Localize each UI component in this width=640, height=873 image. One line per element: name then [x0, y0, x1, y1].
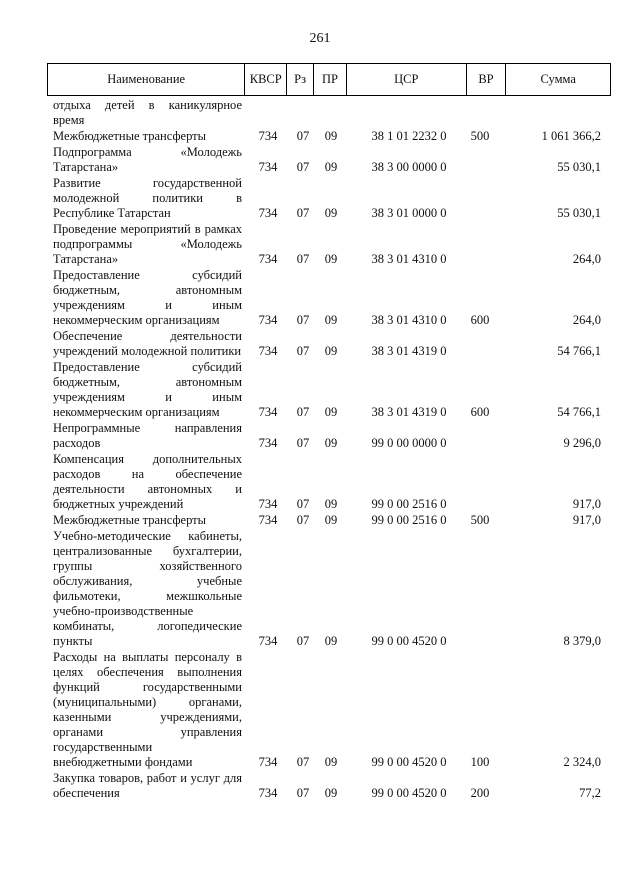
table-body: [53, 98, 605, 802]
row-sum: 8 379,0: [563, 634, 601, 648]
row-csr: 99 0 00 4520 0: [371, 755, 447, 769]
row-vr: 600: [470, 313, 490, 327]
row-name: отдыха детей в каникулярное время: [53, 98, 242, 127]
row-pr: 09: [324, 405, 338, 419]
row-csr: 99 0 00 2516 0: [371, 513, 447, 527]
row-pr: 09: [324, 344, 338, 358]
row-name: Закупка товаров, работ и услуг для обеспечения: [53, 771, 242, 800]
row-pr: 09: [324, 129, 338, 143]
row-kvsr: 734: [258, 786, 278, 800]
row-csr: 38 3 01 4310 0: [371, 313, 447, 327]
row-sum: 55 030,1: [557, 160, 601, 174]
row-vr: 100: [470, 755, 490, 769]
header-sum: Сумма: [540, 72, 576, 86]
table-row: [53, 176, 605, 221]
row-pr: 09: [324, 513, 338, 527]
row-rz: 07: [296, 252, 310, 266]
row-name: Расходы на выплаты персоналу в целях обеспечения выполнения функций государственными (муниципальными) органами, казенными учреждениями, органами управления государственными внебюджетными фондами: [53, 650, 242, 769]
row-sum: 917,0: [572, 497, 601, 511]
table-row: [53, 145, 605, 175]
row-pr: 09: [324, 252, 338, 266]
table-row: [53, 329, 605, 359]
row-sum: 1 061 366,2: [541, 129, 601, 143]
table-row: [53, 268, 605, 328]
row-vr: 500: [470, 513, 490, 527]
row-rz: 07: [296, 344, 310, 358]
row-csr: 38 3 01 4319 0: [371, 405, 447, 419]
row-kvsr: 734: [258, 436, 278, 450]
row-rz: 07: [296, 160, 310, 174]
row-sum: 264,0: [572, 313, 601, 327]
row-sum: 77,2: [579, 786, 601, 800]
row-name: Компенсация дополнительных расходов на обеспечение деятельности автономных и бюджетных учреждений: [53, 452, 242, 511]
row-kvsr: 734: [258, 344, 278, 358]
row-vr: 200: [470, 786, 490, 800]
row-name: Подпрограмма «Молодежь Татарстана»: [53, 145, 242, 174]
row-name: Развитие государственной молодежной политики в Республике Татарстан: [53, 176, 242, 220]
row-kvsr: 734: [258, 405, 278, 419]
row-name: Предоставление субсидий бюджетным, автономным учреждениям и иным некоммерческим организациям: [53, 360, 242, 419]
row-sum: 55 030,1: [557, 206, 601, 220]
header-vr: ВР: [467, 64, 507, 95]
row-pr: 09: [324, 436, 338, 450]
table-row: [53, 98, 605, 128]
row-name: Учебно-методические кабинеты, централизованные бухгалтерии, группы хозяйственного обслуживания, учебные фильмотеки, межшкольные учебно-производственные комбинаты, логопедические пункты: [53, 529, 242, 648]
table-row: [53, 650, 605, 770]
row-sum: 54 766,1: [557, 344, 601, 358]
row-rz: 07: [296, 313, 310, 327]
row-csr: 38 3 01 4319 0: [371, 344, 447, 358]
row-vr: 600: [470, 405, 490, 419]
row-rz: 07: [296, 755, 310, 769]
row-rz: 07: [296, 497, 310, 511]
row-kvsr: 734: [258, 313, 278, 327]
row-pr: 09: [324, 755, 338, 769]
row-kvsr: 734: [258, 206, 278, 220]
table-row: [53, 129, 605, 144]
row-rz: 07: [296, 513, 310, 527]
row-pr: 09: [324, 160, 338, 174]
row-csr: 99 0 00 4520 0: [371, 786, 447, 800]
row-rz: 07: [296, 129, 310, 143]
row-pr: 09: [324, 206, 338, 220]
row-csr: 38 3 00 0000 0: [371, 160, 447, 174]
row-rz: 07: [296, 634, 310, 648]
row-kvsr: 734: [258, 160, 278, 174]
row-pr: 09: [324, 497, 338, 511]
row-name: Межбюджетные трансферты: [53, 513, 207, 527]
row-sum: 917,0: [572, 513, 601, 527]
table-row: [53, 360, 605, 420]
row-kvsr: 734: [258, 755, 278, 769]
row-pr: 09: [324, 786, 338, 800]
row-csr: 38 1 01 2232 0: [371, 129, 447, 143]
table-row: [53, 222, 605, 267]
row-name: Проведение мероприятий в рамках подпрограммы «Молодежь Татарстана»: [53, 222, 242, 266]
row-name: Непрограммные направления расходов: [53, 421, 242, 450]
row-name: Предоставление субсидий бюджетным, автономным учреждениям и иным некоммерческим организациям: [53, 268, 242, 327]
table-row: [53, 421, 605, 451]
row-csr: 99 0 00 0000 0: [371, 436, 447, 450]
row-pr: 09: [324, 634, 338, 648]
row-csr: 99 0 00 2516 0: [371, 497, 447, 511]
row-sum: 264,0: [572, 252, 601, 266]
table-row: [53, 513, 605, 528]
row-csr: 99 0 00 4520 0: [371, 634, 447, 648]
header-kvsr: КВСР: [245, 64, 287, 95]
row-csr: 38 3 01 0000 0: [371, 206, 447, 220]
row-rz: 07: [296, 405, 310, 419]
page-number: 261: [309, 31, 331, 46]
header-csr: ЦСР: [347, 64, 467, 95]
header-pr: ПР: [314, 64, 347, 95]
row-sum: 9 296,0: [563, 436, 601, 450]
row-csr: 38 3 01 4310 0: [371, 252, 447, 266]
row-sum: 2 324,0: [563, 755, 601, 769]
row-kvsr: 734: [258, 497, 278, 511]
row-pr: 09: [324, 313, 338, 327]
row-rz: 07: [296, 786, 310, 800]
table-row: [53, 529, 605, 649]
table-row: [53, 771, 605, 801]
header-rz: Рз: [287, 64, 314, 95]
row-kvsr: 734: [258, 513, 278, 527]
row-name: Обеспечение деятельности учреждений молодежной политики: [53, 329, 242, 358]
row-rz: 07: [296, 206, 310, 220]
row-name: Межбюджетные трансферты: [53, 129, 207, 143]
row-sum: 54 766,1: [557, 405, 601, 419]
row-kvsr: 734: [258, 129, 278, 143]
table-header: [47, 63, 611, 96]
header-name: Наименование: [48, 64, 245, 95]
row-kvsr: 734: [258, 634, 278, 648]
row-kvsr: 734: [258, 252, 278, 266]
row-rz: 07: [296, 436, 310, 450]
row-vr: 500: [470, 129, 490, 143]
table-row: [53, 452, 605, 512]
